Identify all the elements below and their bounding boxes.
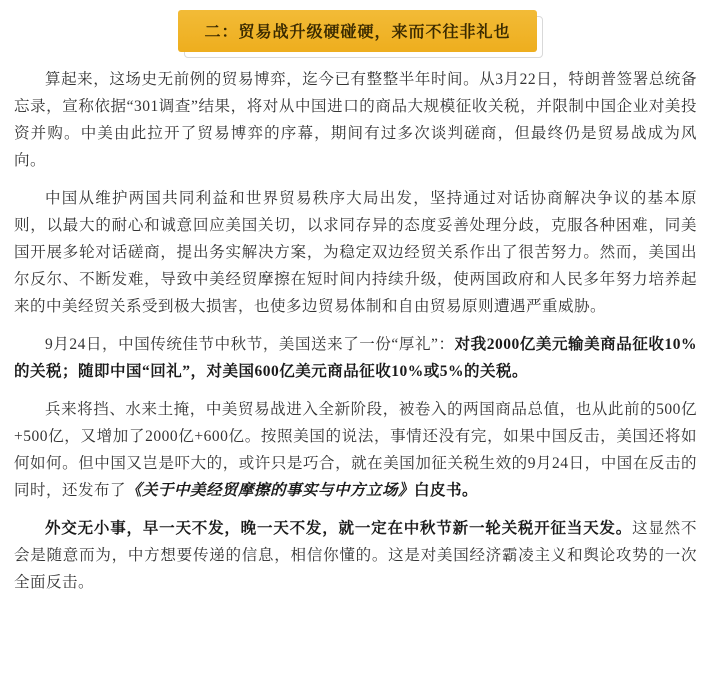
paragraph-3: [14, 331, 697, 385]
section-heading-banner: [178, 10, 536, 52]
text-run: 兵来将挡、水来土掩，中美贸易战进入全新阶段，被卷入的两国商品总值，也从此前的500亿+500亿，又增加了2000亿+600亿。按照美国的说法，事情还没有完，如果中国反击，美国还将如何如何。但中国又岂是吓大的，或许只是巧合，就在美国加征关税生效的9月24日，中国在反击的同时，还发布了: [14, 401, 697, 499]
paragraph-1: [14, 66, 697, 174]
text-run: 外交无小事，早一天不发，晚一天不发，就一定在中秋节新一轮关税开征当天发。: [45, 520, 633, 537]
section-heading-container: [0, 0, 715, 60]
text-run: 中国从维护两国共同利益和世界贸易秩序大局出发，坚持通过对话协商解决争议的基本原则，以最大的耐心和诚意回应美国关切，以求同存异的态度妥善处理分歧，克服各种困难，同美国开展多轮对话磋商，提出务实解决方案，为稳定双边经贸关系作出了很苦努力。然而，美国出尔反尔、不断发难，导致中美经贸摩擦在短时间内持续升级，使两国政府和人民多年努力培养起来的中美经贸关系受到极大损害，也使多边贸易体制和自由贸易原则遭遇严重威胁。: [14, 190, 697, 315]
text-run: 白皮书。: [414, 482, 479, 499]
article-body: [0, 60, 715, 596]
text-run: 对我2000亿美元输美商品征收10%的关税；随即中国“回礼”，对美国600亿美元商品征收10%或5%的关税。: [14, 336, 697, 380]
text-run: 算起来，这场史无前例的贸易博弈，迄今已有整整半年时间。从3月22日，特朗普签署总统备忘录，宣称依据“301调查”结果，将对从中国进口的商品大规模征收关税，并限制中国企业对美投资并购。中美由此拉开了贸易博弈的序幕，期间有过多次谈判磋商，但最终仍是贸易战成为风向。: [14, 71, 697, 169]
paragraph-5: [14, 515, 697, 596]
section-heading-text: 二：贸易战升级硬碰硬，来而不往非礼也: [178, 10, 536, 52]
paragraph-2: [14, 185, 697, 320]
text-run: 这显然不会是随意而为，中方想要传递的信息，相信你懂的。这是对美国经济霸凌主义和舆论攻势的一次全面反击。: [14, 520, 697, 591]
text-run: 9月24日，中国传统佳节中秋节，美国送来了一份“厚礼”：: [45, 336, 455, 353]
paragraph-4: [14, 396, 697, 504]
text-run: 《关于中美经贸摩擦的事实与中方立场》: [126, 482, 415, 499]
